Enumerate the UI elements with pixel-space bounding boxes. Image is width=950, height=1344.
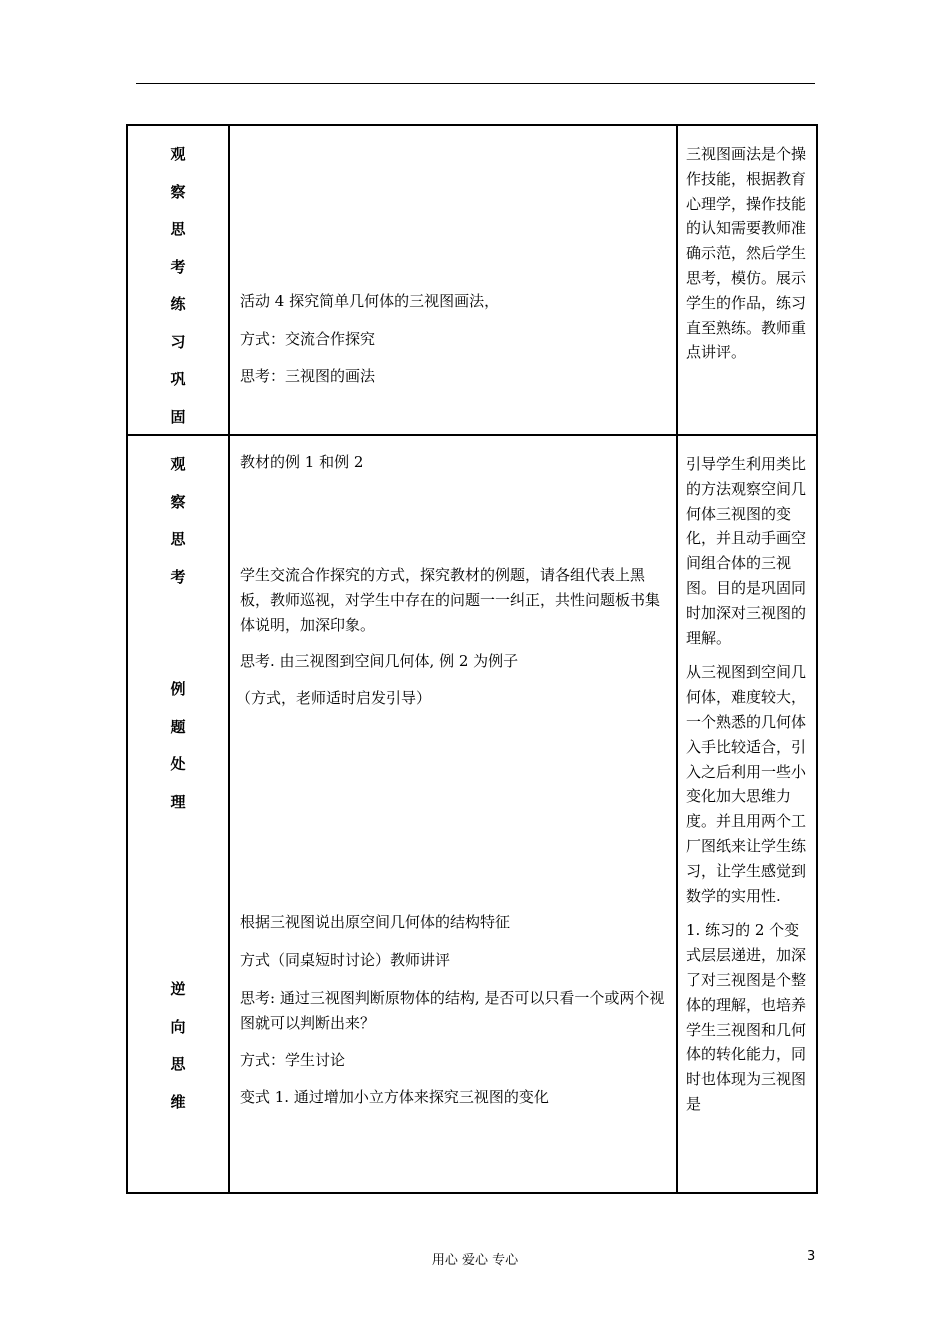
stage-label-char: 思 bbox=[170, 220, 186, 238]
stage-label bbox=[128, 456, 228, 606]
stage-label-char: 处 bbox=[170, 755, 186, 773]
stage-label-char: 维 bbox=[170, 1092, 186, 1111]
describe-text: 根据三视图说出原空间几何体的结构特征 bbox=[240, 913, 511, 931]
stage-label-char: 观 bbox=[170, 455, 186, 473]
lesson-table bbox=[126, 124, 818, 1194]
stage-label-char: 思 bbox=[170, 1055, 186, 1073]
stage-label bbox=[128, 146, 228, 446]
design-note: 三视图画法是个操作技能，根据教育心理学，操作技能的认知需要教师准确示范，然后学生思考，模仿。展示学生的作品，练习直至熟练。教师重点讲评。 bbox=[686, 145, 807, 362]
think-text: 思考: 通过三视图判断原物体的结构, 是否可以只看一个或两个视图就可以判断出来？ bbox=[240, 989, 665, 1032]
stage-label-char: 考 bbox=[170, 257, 186, 276]
design-note: 从三视图到空间几何体，难度较大，一个熟悉的几何体入手比较适合，引入之后利用一些小变化加大思维力度。并且用两个工厂图纸来让学生练习，让学生感觉到数学的实用性. bbox=[686, 663, 807, 905]
stage-label-char: 例 bbox=[170, 680, 186, 698]
variant-text: 变式 1. 通过增加小立方体来探究三视图的变化 bbox=[240, 1088, 549, 1106]
stage-label-char: 察 bbox=[170, 492, 186, 511]
method-text: 方式：交流合作探究 bbox=[240, 330, 376, 348]
table-row bbox=[127, 125, 817, 435]
stage-label-char: 逆 bbox=[170, 980, 186, 998]
stage-label-char: 固 bbox=[170, 407, 186, 426]
stage-label bbox=[128, 681, 228, 831]
design-note-cell bbox=[677, 125, 817, 435]
group-text: 学生交流合作探究的方式，探究教材的例题，请各组代表上黑板，教师巡视，对学生中存在的问题一一纠正，共性问题板书集体说明，加深印象。 bbox=[240, 566, 661, 634]
activity-cell bbox=[229, 125, 677, 435]
think-text: 思考. 由三视图到空间几何体, 例 2 为例子 bbox=[240, 652, 519, 670]
method-text: （方式，老师适时启发引导） bbox=[236, 689, 432, 707]
thinking-text: 思考：三视图的画法 bbox=[240, 367, 376, 385]
stage-label-char: 练 bbox=[170, 295, 186, 313]
stage-label bbox=[128, 981, 228, 1131]
design-note: 1. 练习的 2 个变式层层递进，加深了对三视图是个整体的理解，也培养学生三视图和几何体的转化能力，同时也体现为三视图是 bbox=[686, 921, 807, 1113]
stage-label-char: 察 bbox=[170, 182, 186, 201]
stage-label-cell bbox=[127, 125, 229, 435]
stage-label-char: 考 bbox=[170, 567, 186, 586]
activity-text: 活动 4 探究简单几何体的三视图画法， bbox=[240, 292, 500, 310]
stage-label-char: 题 bbox=[170, 717, 186, 736]
method-text: 方式（同桌短时讨论）教师讲评 bbox=[240, 951, 451, 969]
design-note-cell bbox=[677, 435, 817, 1193]
page-number: 3 bbox=[807, 1249, 816, 1264]
stage-label-char: 思 bbox=[170, 530, 186, 548]
design-note: 引导学生利用类比的方法观察空间几何体三视图的变化，并且动手画空间组合体的三视图。目的是巩固同时加深对三视图的理解。 bbox=[686, 455, 807, 647]
activity-cell bbox=[229, 435, 677, 1193]
header-rule bbox=[136, 83, 815, 84]
stage-label-char: 习 bbox=[170, 332, 186, 351]
table-row bbox=[127, 435, 817, 1193]
stage-label-char: 观 bbox=[170, 145, 186, 163]
stage-label-char: 理 bbox=[170, 792, 186, 811]
stage-label-char: 巩 bbox=[170, 370, 186, 388]
stage-label-char: 向 bbox=[170, 1017, 186, 1036]
textbook-text: 教材的例 1 和例 2 bbox=[240, 453, 364, 471]
stage-label-cell bbox=[127, 435, 229, 1193]
method-text: 方式：学生讨论 bbox=[240, 1051, 346, 1069]
footer-motto: 用心 爱心 专心 bbox=[431, 1253, 519, 1268]
